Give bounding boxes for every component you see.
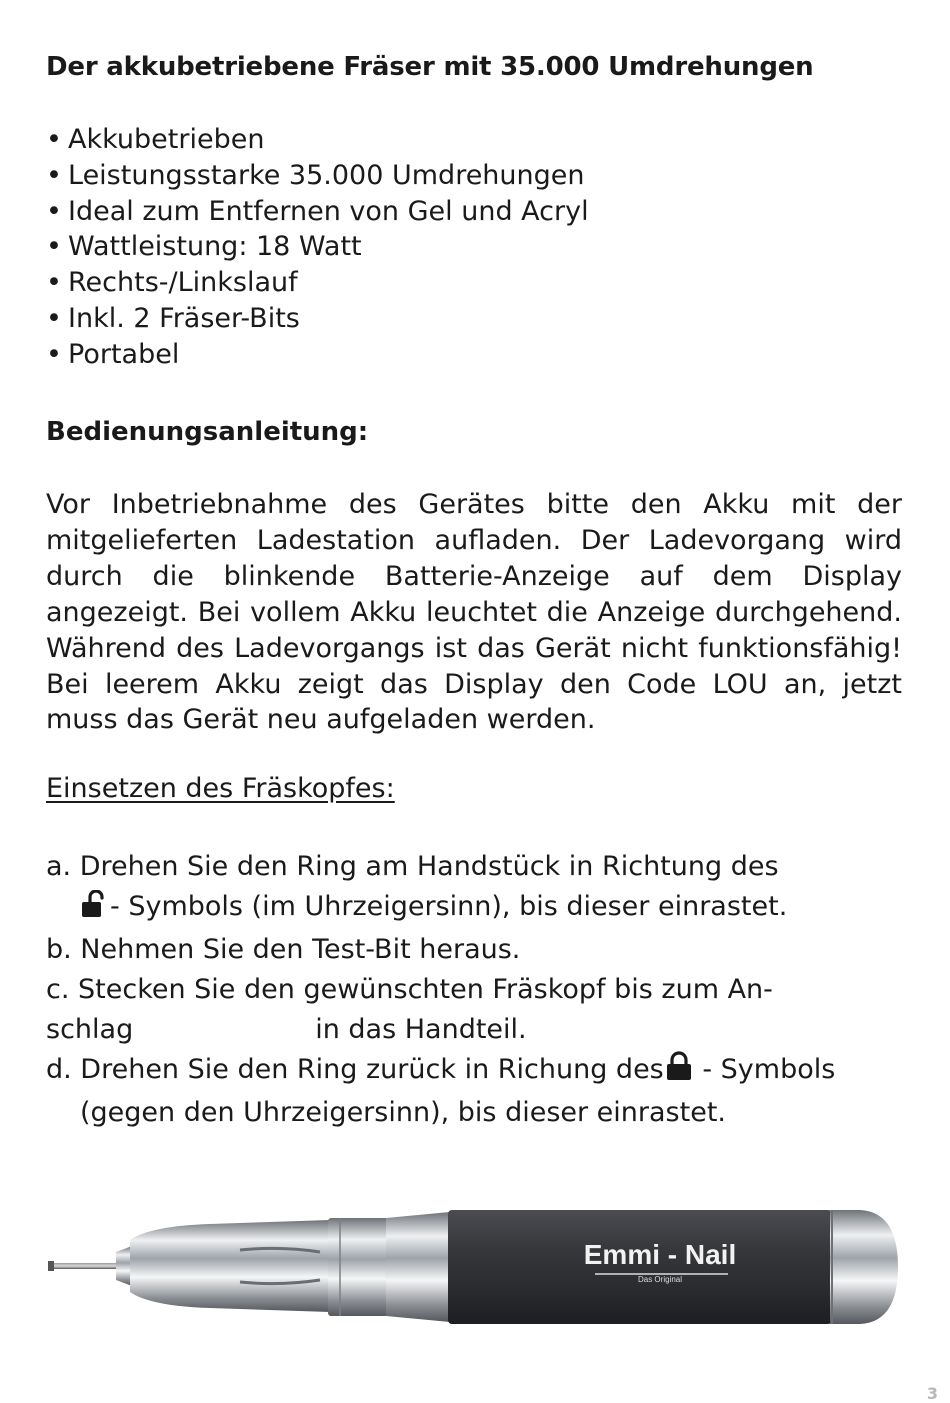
feature-item: • Akkubetrieben bbox=[46, 122, 589, 158]
feature-item: • Leistungsstarke 35.000 Umdrehungen bbox=[46, 158, 589, 194]
unlock-icon bbox=[80, 890, 110, 930]
step-d-line1b: - Symbols bbox=[693, 1054, 836, 1085]
insertion-steps bbox=[46, 847, 906, 1133]
step-d bbox=[46, 1050, 906, 1093]
step-c: c. Stecken Sie den gewünschten Fräskopf bis zum An- bbox=[46, 974, 773, 1005]
step-a bbox=[46, 847, 906, 887]
step-d-line1a: d. Drehen Sie den Ring zurück in Richung des bbox=[46, 1054, 664, 1085]
drill-bit bbox=[48, 1263, 118, 1269]
device-tagline: Das Original bbox=[637, 1275, 683, 1284]
step-a-continued bbox=[46, 887, 906, 930]
feature-list bbox=[46, 122, 589, 373]
feature-item: • Rechts-/Linkslauf bbox=[46, 265, 589, 301]
step-a-line2: - Symbols (im Uhrzeigersinn), bis dieser einrastet. bbox=[110, 891, 788, 922]
feature-item: • Wattleistung: 18 Watt bbox=[46, 229, 589, 265]
device-brand: Emmi - Nail bbox=[583, 1239, 737, 1270]
insertion-heading: Einsetzen des Fräskopfes: bbox=[46, 773, 395, 804]
nail-drill-handpiece-image bbox=[40, 1190, 910, 1340]
feature-item: • Ideal zum Entfernen von Gel und Acryl bbox=[46, 194, 589, 230]
feature-item: • Portabel bbox=[46, 337, 589, 373]
step-d-continued: (gegen den Uhrzeigersinn), bis dieser einrastet. bbox=[80, 1097, 726, 1128]
product-title: Der akkubetriebene Fräser mit 35.000 Umdrehungen bbox=[46, 52, 814, 82]
manual-intro-paragraph: Vor Inbetriebnahme des Gerätes bitte den Akku mit der mitgelieferten Ladestation aufladen. Der Ladevorgang wird durch die blinkende Batterie-Anzeige auf dem Display angezeigt. Bei vollem Akku leuchtet die Anzeige durchgehend. Während des Ladevorgangs ist das Gerät nicht funktionsfähig! Bei leerem Akku zeigt das Display den Code LOU an, jetzt muss das Gerät neu aufgeladen werden. bbox=[46, 489, 902, 736]
feature-item: • Inkl. 2 Fräser-Bits bbox=[46, 301, 589, 337]
step-c-line2b: in das Handteil. bbox=[315, 1014, 527, 1045]
step-a-line1: a. Drehen Sie den Ring am Handstück in Richtung des bbox=[46, 851, 779, 882]
step-c-continued bbox=[46, 1010, 906, 1050]
manual-heading: Bedienungsanleitung: bbox=[46, 417, 369, 447]
step-b: b. Nehmen Sie den Test-Bit heraus. bbox=[46, 934, 521, 965]
lock-icon bbox=[664, 1051, 694, 1093]
step-c-line2a: schlag bbox=[46, 1014, 134, 1045]
page-number: 3 bbox=[926, 1384, 938, 1403]
